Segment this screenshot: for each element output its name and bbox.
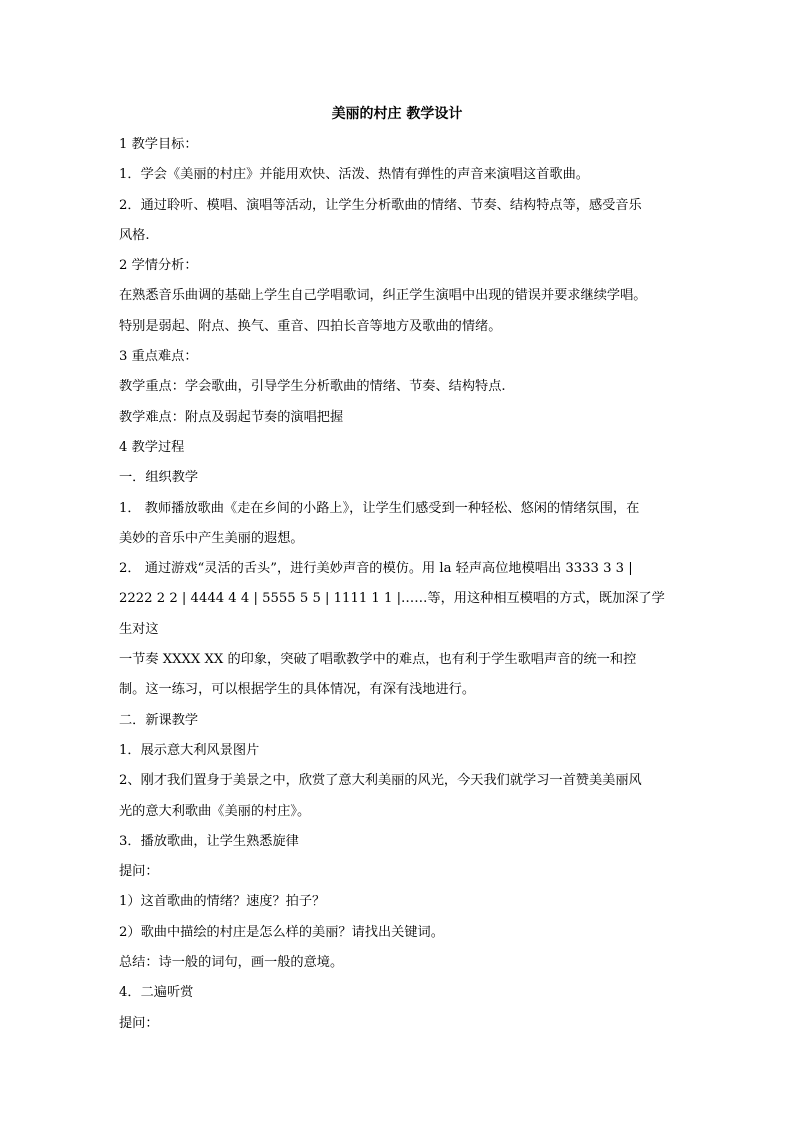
text-line: 教学难点：附点及弱起节奏的演唱把握 [119, 409, 344, 425]
text-line: 2、刚才我们置身于美景之中，欣赏了意大利美丽的风光，今天我们就学习一首赞美美丽风 [119, 773, 642, 789]
text-line: 2 学情分析： [119, 258, 198, 274]
text-line: 提问： [119, 864, 159, 880]
text-line: 3 重点难点： [119, 349, 198, 365]
text-line: 2．通过聆听、模唱、演唱等活动，让学生分析歌曲的情绪、节奏、结构特点等，感受音乐 [119, 197, 642, 213]
text-line: 美妙的音乐中产生美丽的遐想。 [119, 530, 304, 546]
page-title: 美丽的村庄 教学设计 [331, 106, 463, 122]
text-line: 一．组织教学 [119, 470, 199, 486]
document-body [119, 130, 677, 1039]
text-line: 二．新课教学 [119, 712, 199, 728]
text-line: 制。这一练习，可以根据学生的具体情况，有深有浅地进行。 [119, 682, 476, 698]
text-line: 1．展示意大利风景图片 [119, 742, 260, 758]
text-line: 1）这首歌曲的情绪？速度？拍子？ [119, 894, 326, 910]
text-line: 特别是弱起、附点、换气、重音、四拍长音等地方及歌曲的情绪。 [119, 318, 502, 334]
text-line: 2222 2 2 | 4444 4 4 | 5555 5 5 | 1111 1 1 |……等，用这种相互模唱的方式，既加深了学生对这 [119, 591, 665, 637]
text-line: 一节奏 XXXX XX 的印象，突破了唱歌教学中的难点，也有利于学生歌唱声音的统一和控 [119, 652, 637, 668]
text-line: 2． 通过游戏“灵活的舌头”，进行美妙声音的模仿。用 la 轻声高位地模唱出 3333 3 3 | [119, 561, 633, 577]
text-line: 提问： [119, 1015, 159, 1031]
text-line: 4 教学过程 [119, 439, 185, 455]
text-line: 1． 教师播放歌曲《走在乡间的小路上》，让学生们感受到一种轻松、悠闲的情绪氛围，在 [119, 500, 640, 516]
text-line: 2）歌曲中描绘的村庄是怎么样的美丽？请找出关键词。 [119, 924, 444, 940]
text-line: 3．播放歌曲，让学生熟悉旋律 [119, 833, 299, 849]
text-line: 风格. [119, 227, 150, 243]
text-line: 在熟悉音乐曲调的基础上学生自己学唱歌词，纠正学生演唱中出现的错误并要求继续学唱。 [119, 288, 647, 304]
text-line: 总结：诗一般的词句，画一般的意境。 [119, 955, 344, 971]
text-line: 教学重点：学会歌曲，引导学生分析歌曲的情绪、节奏、结构特点. [119, 379, 506, 395]
text-line: 1 教学目标： [119, 137, 198, 152]
text-line: 1．学会《美丽的村庄》并能用欢快、活泼、热情有弹性的声音来演唱这首歌曲。 [119, 167, 589, 183]
text-line: 4．二遍听赏 [119, 985, 194, 1001]
text-line: 光的意大利歌曲《美丽的村庄》。 [119, 803, 311, 819]
